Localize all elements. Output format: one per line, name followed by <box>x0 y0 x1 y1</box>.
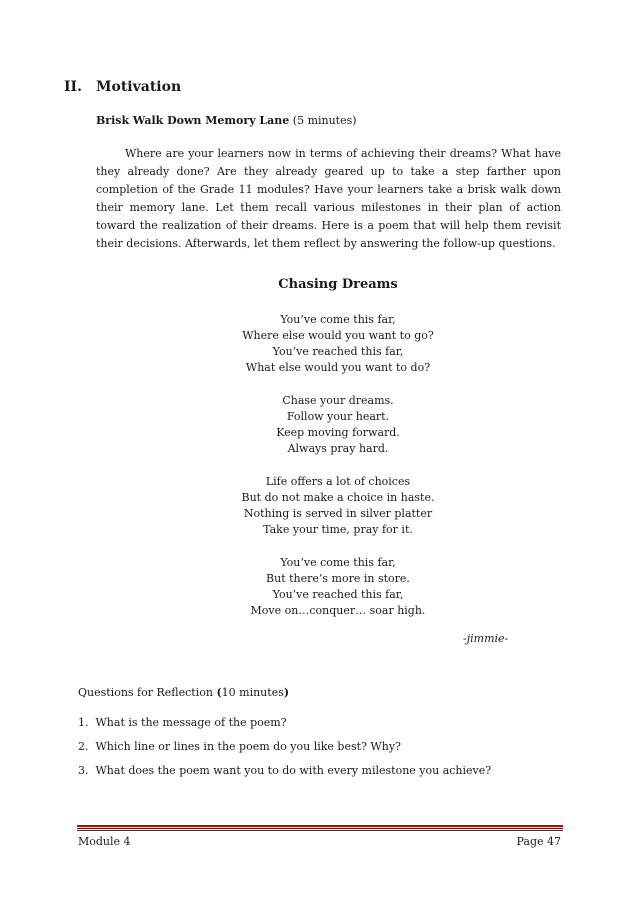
intro-paragraph: Where are your learners now in terms of achieving their dreams? What have they already done? Are they already geared up to take a step farther upon completion of the Grade 11 modules? Have your learners take a brisk walk down their memory lane. Let them recall various milestones in their plan of action toward the realization of their dreams. Here is a poem that will help them revisit their decisions. Afterwards, let them reflect by answering the follow-up questions. <box>96 147 561 250</box>
section-number: II. <box>64 79 82 95</box>
question-text: What is the message of the poem? <box>95 716 287 729</box>
section-title: Motivation <box>96 79 182 95</box>
poem-author: -jimmie- <box>463 632 509 645</box>
question-text: What does the poem want you to do with every milestone you achieve? <box>95 764 492 777</box>
poem-line: You’ve come this far, <box>280 313 396 326</box>
poem-line: Always pray hard. <box>287 442 389 455</box>
questions-duration: 10 minutes <box>221 686 284 699</box>
poem-line: Nothing is served in silver platter <box>243 507 433 520</box>
poem-title: Chasing Dreams <box>278 277 398 292</box>
section-heading <box>64 79 181 95</box>
questions-heading <box>78 686 289 699</box>
footer-rule <box>77 825 563 831</box>
poem-line: What else would you want to do? <box>245 361 431 374</box>
question-number: 2. <box>78 740 89 753</box>
activity-duration: (5 minutes) <box>292 114 357 127</box>
question-text: Which line or lines in the poem do you like best? Why? <box>95 740 401 753</box>
poem-line: But there’s more in store. <box>266 572 410 585</box>
question-item-3 <box>78 764 491 777</box>
questions-close-paren: ) <box>283 686 290 699</box>
poem-line: Chase your dreams. <box>282 394 394 407</box>
poem-line: You’ve reached this far, <box>272 345 404 358</box>
poem-line: You’ve reached this far, <box>272 588 404 601</box>
footer-rule-dark <box>77 830 563 831</box>
question-item-1 <box>78 716 287 729</box>
question-number: 3. <box>78 764 89 777</box>
footer-module-label: Module 4 <box>78 835 131 848</box>
question-item-2 <box>78 740 401 753</box>
poem-line: Life offers a lot of choices <box>265 475 411 488</box>
questions-title-text: Questions for Reflection <box>78 686 217 699</box>
poem-line: You’ve come this far, <box>280 556 396 569</box>
question-number: 1. <box>78 716 89 729</box>
poem-stanza-4 <box>0 555 638 619</box>
activity-title: Brisk Walk Down Memory Lane <box>96 114 290 127</box>
poem-stanza-1 <box>0 312 638 376</box>
footer-rule-dark-red <box>77 828 563 829</box>
poem-line: But do not make a choice in haste. <box>241 491 435 504</box>
activity-heading <box>96 114 357 127</box>
poem-line: Where else would you want to go? <box>242 329 434 342</box>
footer-page-number: Page 47 <box>516 835 561 848</box>
poem-line: Take your time, pray for it. <box>263 523 413 536</box>
poem-line: Move on…conquer… soar high. <box>250 604 426 617</box>
poem-body <box>0 312 638 636</box>
poem-line: Follow your heart. <box>286 410 390 423</box>
poem-line: Keep moving forward. <box>276 426 400 439</box>
questions-open-paren: ( <box>216 686 222 699</box>
poem-stanza-2 <box>0 393 638 457</box>
poem-stanza-3 <box>0 474 638 538</box>
